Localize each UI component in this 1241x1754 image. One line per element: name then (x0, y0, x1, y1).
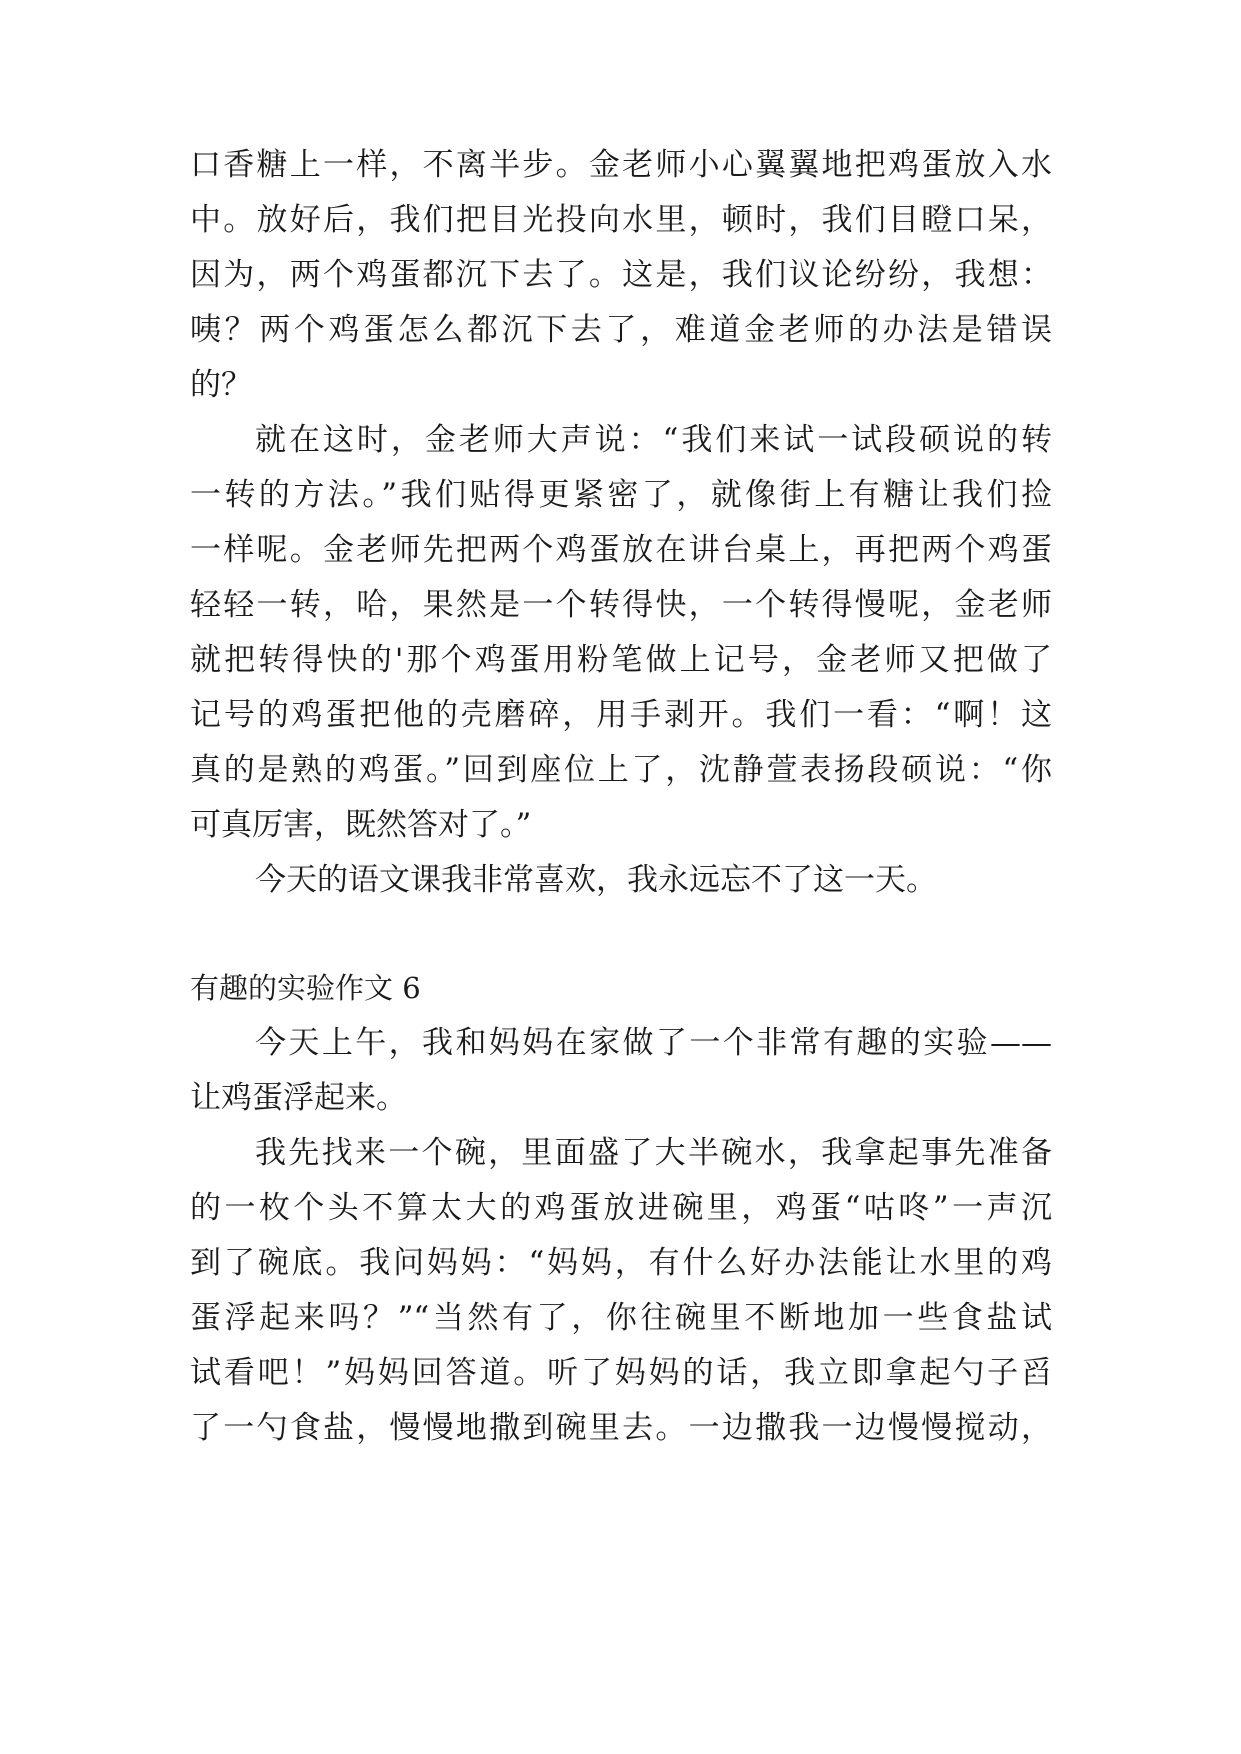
paragraph-5-line-1: 我先找来一个碗，里面盛了大半碗水，我拿起事先准备 (255, 1135, 1052, 1171)
paragraph-2-line-8: 可真厉害，既然答对了。” (190, 807, 532, 843)
paragraph-2-line-6: 记号的鸡蛋把他的壳磨碎，用手剥开。我们一看：“啊！这 (190, 697, 1052, 733)
paragraph-5-line-4: 蛋浮起来吗？”“当然有了，你往碗里不断地加一些食盐试 (190, 1300, 1052, 1336)
paragraph-5-line-6: 了一勺食盐，慢慢地撒到碗里去。一边撒我一边慢慢搅动， (190, 1410, 1052, 1446)
paragraph-1-line-1: 口香糖上一样，不离半步。金老师小心翼翼地把鸡蛋放入水 (190, 147, 1052, 183)
paragraph-2-line-3: 一样呢。金老师先把两个鸡蛋放在讲台桌上，再把两个鸡蛋 (190, 532, 1052, 568)
paragraph-2-line-7: 真的是熟的鸡蛋。”回到座位上了，沈静萱表扬段硕说：“你 (190, 752, 1052, 788)
paragraph-2-line-5: 就把转得快的'那个鸡蛋用粉笔做上记号，金老师又把做了 (190, 642, 1052, 678)
paragraph-1-line-3: 因为，两个鸡蛋都沉下去了。这是，我们议论纷纷，我想： (190, 257, 1052, 293)
paragraph-2-line-1: 就在这时，金老师大声说：“我们来试一试段硕说的转 (255, 422, 1052, 458)
paragraph-1-line-5: 的？ (190, 367, 252, 403)
section-title: 有趣的实验作文 6 (190, 971, 421, 1005)
paragraph-4-line-2: 让鸡蛋浮起来。 (190, 1080, 407, 1116)
paragraph-5-line-5: 试看吧！”妈妈回答道。听了妈妈的话，我立即拿起勺子舀 (190, 1355, 1052, 1391)
paragraph-2-line-4: 轻轻一转，哈，果然是一个转得快，一个转得慢呢，金老师 (190, 587, 1052, 623)
paragraph-1-line-4: 咦？两个鸡蛋怎么都沉下去了，难道金老师的办法是错误 (190, 312, 1052, 348)
paragraph-5-line-3: 到了碗底。我问妈妈：“妈妈，有什么好办法能让水里的鸡 (190, 1245, 1052, 1281)
paragraph-3-line-1: 今天的语文课我非常喜欢，我永远忘不了这一天。 (255, 862, 937, 898)
paragraph-2-line-2: 一转的方法。”我们贴得更紧密了，就像街上有糖让我们捡 (190, 477, 1052, 513)
paragraph-5-line-2: 的一枚个头不算太大的鸡蛋放进碗里，鸡蛋“咕咚”一声沉 (190, 1190, 1052, 1226)
paragraph-1-line-2: 中。放好后，我们把目光投向水里，顿时，我们目瞪口呆， (190, 202, 1052, 238)
paragraph-4-line-1: 今天上午，我和妈妈在家做了一个非常有趣的实验—— (255, 1025, 1052, 1061)
